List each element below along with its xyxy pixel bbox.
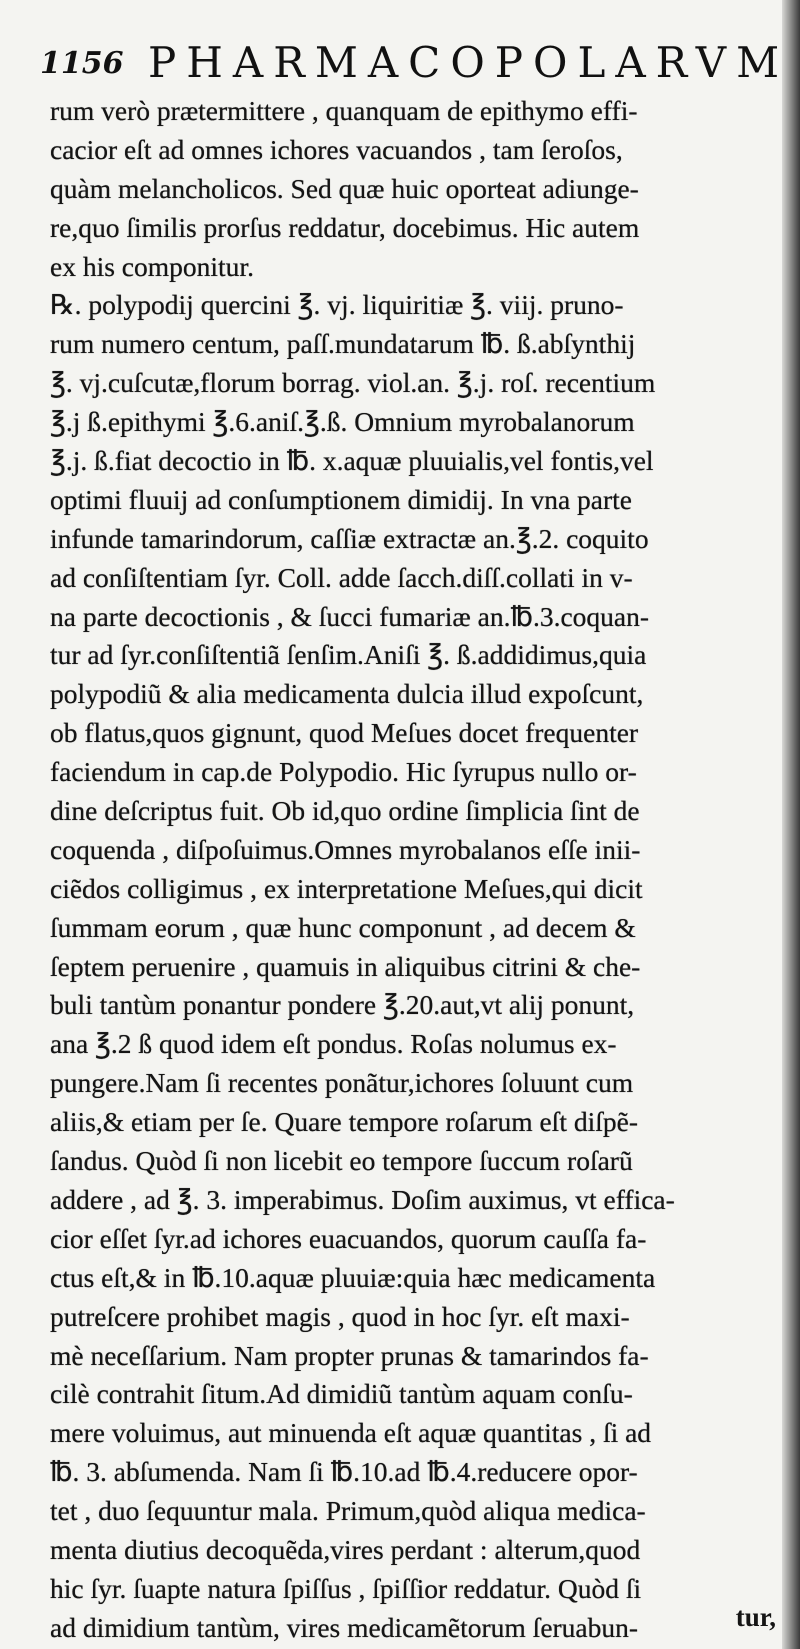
- text-line: dine deſcriptus fuit. Ob id,quo ordine ſimplicia ſint de: [50, 795, 640, 827]
- running-title: PHARMACOPOLARVM: [148, 38, 790, 87]
- text-line: ſandus. Quòd ſi non licebit eo tempore ſuccum roſarũ: [50, 1145, 633, 1177]
- text-line: ſummam eorum , quæ hunc componunt , ad decem &: [50, 911, 636, 943]
- page-edge-shadow: [782, 0, 800, 1649]
- text-line: re,quo ſimilis prorſus reddatur, docebimus. Hic autem: [50, 211, 640, 243]
- text-line: ad conſiſtentiam ſyr. Coll. adde ſacch.diſſ.collati in v-: [50, 561, 633, 593]
- text-line: ℔. 3. abſumenda. Nam ſi ℔.10.ad ℔.4.reducere opor-: [50, 1456, 638, 1488]
- text-line: putreſcere prohibet magis , quod in hoc ſyr. eſt maxi-: [50, 1300, 630, 1332]
- text-line: optimi fluuij ad conſumptionem dimidij. In vna parte: [50, 483, 632, 515]
- body-text: [50, 92, 768, 1648]
- text-line: menta diutius decoquẽda,vires perdant : alterum,quod: [50, 1533, 641, 1565]
- text-line: buli tantùm ponantur pondere ℥.20.aut,vt alij ponunt,: [50, 989, 635, 1021]
- text-line: ctus eſt,& in ℔.10.aquæ pluuiæ:quia hæc medicamenta: [50, 1261, 656, 1293]
- text-line: polypodiũ & alia medicamenta dulcia illud expoſcunt,: [50, 678, 644, 710]
- text-line: infunde tamarindorum, caſſiæ extractæ an.℥.2. coquito: [50, 522, 649, 554]
- text-line: ℥. vj.cuſcutæ,florum borrag. viol.an. ℥.j. roſ. recentium: [50, 367, 656, 399]
- text-line: na parte decoctionis , & ſucci fumariæ an.℔.3.coquan-: [50, 600, 650, 632]
- text-line: ℥.j ß.epithymi ℥.6.aniſ.℥.ß. Omnium myrobalanorum: [50, 406, 635, 438]
- text-line: tet , duo ſequuntur mala. Primum,quòd aliqua medica-: [50, 1495, 646, 1527]
- page-header: [40, 32, 790, 92]
- text-line: addere , ad ℥. 3. imperabimus. Doſim auximus, vt effica-: [50, 1183, 675, 1215]
- text-line: tur ad ſyr.conſiſtentiã ſenſim.Aniſi ℥. ß.addidimus,quia: [50, 639, 647, 671]
- text-line: mè neceſſarium. Nam propter prunas & tamarindos fa-: [50, 1339, 649, 1371]
- text-line: ana ℥.2 ß quod idem eſt pondus. Roſas nolumus ex-: [50, 1028, 617, 1060]
- catchword: tur,: [735, 1602, 776, 1632]
- text-line: faciendum in cap.de Polypodio. Hic ſyrupus nullo or-: [50, 756, 637, 788]
- text-line: hic ſyr. ſuapte natura ſpiſſus , ſpiſſior reddatur. Quòd ſi: [50, 1572, 642, 1604]
- text-line: pungere.Nam ſi recentes ponãtur,ichores ſoluunt cum: [50, 1067, 634, 1099]
- text-line: cilè contrahit ſitum.Ad dimidiũ tantùm aquam conſu-: [50, 1378, 633, 1410]
- text-line: ad dimidium tantùm, vires medicamẽtorum ſeruabun-: [50, 1611, 639, 1643]
- page-number: 1156: [40, 46, 124, 81]
- text-line: rum numero centum, paſſ.mundatarum ℔. ß.abſynthij: [50, 328, 636, 360]
- text-line: ℞. polypodij quercini ℥. vj. liquiritiæ ℥. viij. pruno-: [50, 289, 624, 321]
- text-line: coquenda , diſpoſuimus.Omnes myrobalanos eſſe inii-: [50, 833, 641, 865]
- text-line: rum verò prætermittere , quanquam de epithymo effi-: [50, 95, 638, 126]
- text-line: ciẽdos colligimus , ex interpretatione Meſues,qui dicit: [50, 872, 643, 904]
- text-line: quàm melancholicos. Sed quæ huic oporteat adiunge-: [50, 172, 639, 204]
- text-line: ℥.j. ß.fiat decoctio in ℔. x.aquæ pluuialis,vel fontis,vel: [50, 445, 654, 477]
- text-line: ob flatus,quos gignunt, quod Meſues docet frequenter: [50, 717, 639, 749]
- text-line: cacior eſt ad omnes ichores vacuandos , tam ſeroſos,: [50, 133, 623, 165]
- text-line: mere voluimus, aut minuenda eſt aquæ quantitas , ſi ad: [50, 1417, 652, 1449]
- text-line: aliis,& etiam per ſe. Quare tempore roſarum eſt diſpẽ-: [50, 1106, 638, 1138]
- text-line: cior eſſet ſyr.ad ichores euacuandos, quorum cauſſa fa-: [50, 1222, 647, 1254]
- text-line: ex his componitur.: [50, 250, 254, 282]
- text-line: ſeptem peruenire , quamuis in aliquibus citrini & che-: [50, 950, 641, 982]
